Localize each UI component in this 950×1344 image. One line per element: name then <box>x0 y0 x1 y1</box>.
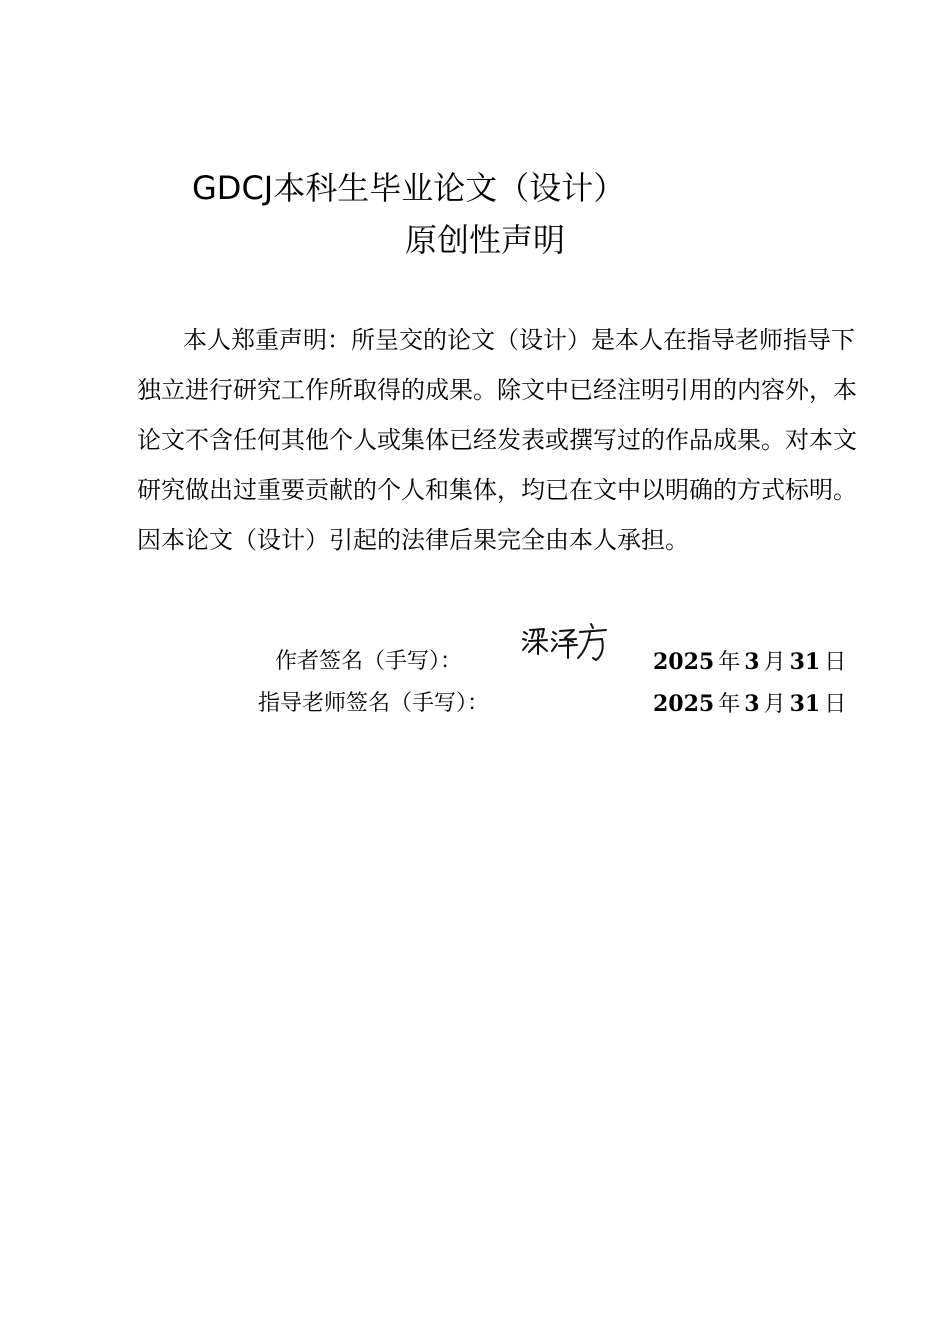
author-signature-label: 作者签名（手写）： <box>275 649 463 674</box>
advisor-date-day: 31 <box>789 691 821 717</box>
document-title: GDCJ本科生毕业论文（设计） <box>192 169 626 207</box>
advisor-date-month: 3 <box>744 691 760 717</box>
advisor-signature-label: 指导老师签名（手写）： <box>258 691 490 716</box>
author-date-day-unit: 日 <box>824 650 847 675</box>
advisor-signature-date <box>653 684 850 725</box>
statement-line: 因本论文（设计）引起的法律后果完全由本人承担。 <box>137 526 689 554</box>
statement-line: 研究做出过重要贡献的个人和集体，均已在文中以明确的方式标明。 <box>137 476 857 504</box>
author-date-year-unit: 年 <box>718 650 741 675</box>
advisor-date-day-unit: 日 <box>824 692 847 717</box>
author-signature-row <box>0 642 950 682</box>
statement-line: 本人郑重声明：所呈交的论文（设计）是本人在指导老师指导下 <box>183 326 855 354</box>
statement-line: 论文不含任何其他个人或集体已经发表或撰写过的作品成果。对本文 <box>137 426 857 454</box>
advisor-date-year: 2025 <box>653 691 715 717</box>
author-signature-date <box>653 642 850 683</box>
author-date-year: 2025 <box>653 649 715 675</box>
statement-body <box>137 315 857 565</box>
author-date-month: 3 <box>744 649 760 675</box>
author-date-day: 31 <box>789 649 821 675</box>
advisor-date-year-unit: 年 <box>718 692 741 717</box>
author-date-month-unit: 月 <box>763 650 786 675</box>
advisor-date-month-unit: 月 <box>763 692 786 717</box>
statement-line: 独立进行研究工作所取得的成果。除文中已经注明引用的内容外，本 <box>137 376 857 404</box>
advisor-signature-row <box>0 684 950 724</box>
document-subtitle: 原创性声明 <box>405 221 566 259</box>
